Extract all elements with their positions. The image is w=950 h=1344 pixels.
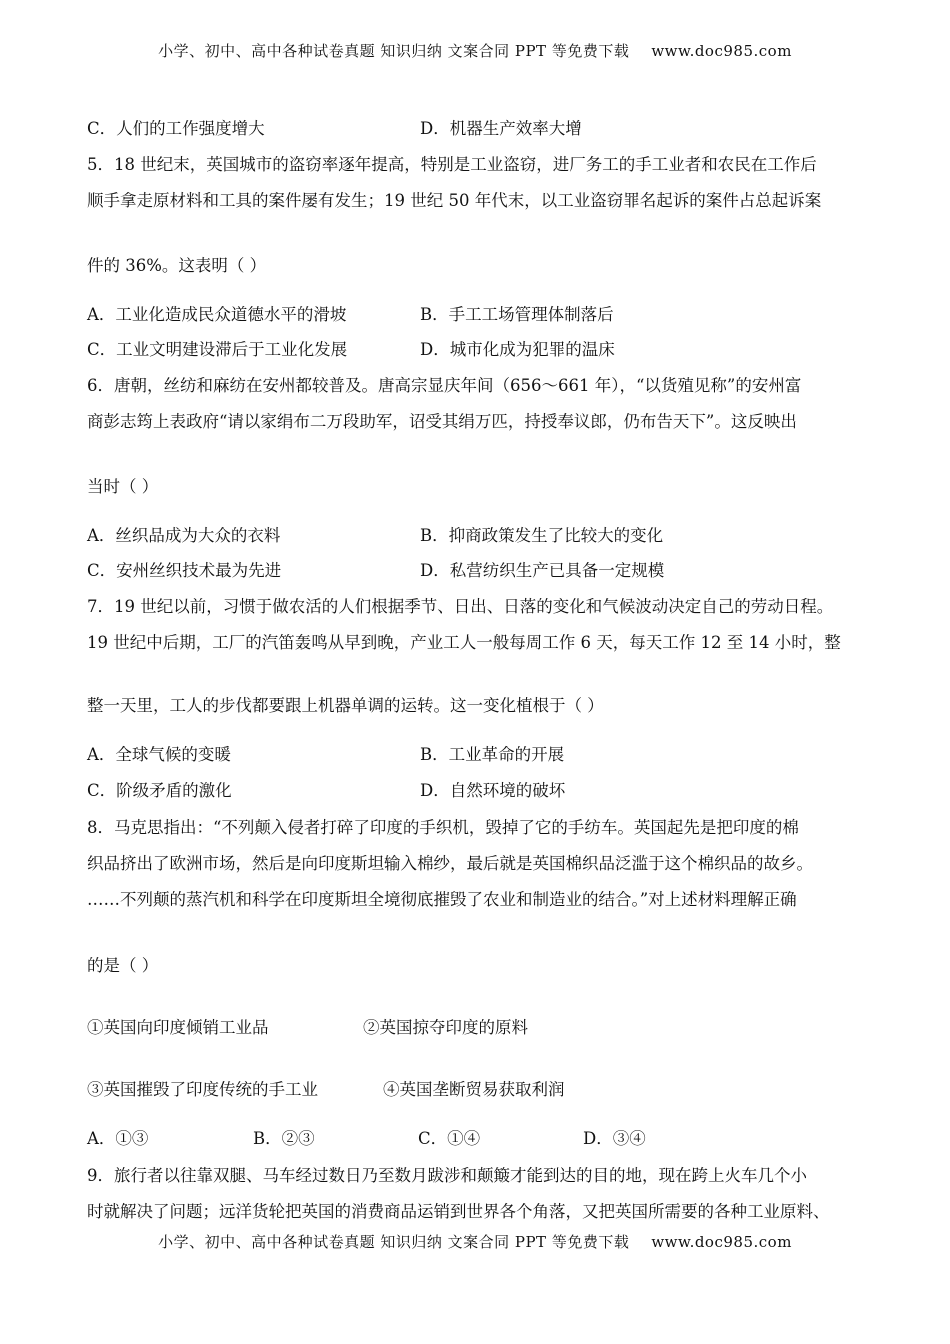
q8-option-a[interactable]: A．①③ — [87, 1129, 149, 1148]
q7-option-b[interactable]: B．工业革命的开展 — [420, 745, 565, 764]
q8-line-1: 8．马克思指出：“不列颠入侵者打碎了印度的手织机，毁掉了它的手纺车。英国起先是把印度的棉 — [87, 818, 799, 837]
q7-option-c[interactable]: C．阶级矛盾的激化 — [87, 781, 232, 800]
q6-line-3: 当时（ ） — [87, 477, 159, 496]
q7-option-d[interactable]: D．自然环境的破坏 — [420, 781, 566, 800]
q6-line-1: 6．唐朝，丝纺和麻纺在安州都较普及。唐高宗显庆年间（656～661 年），“以货殖见称”的安州富 — [87, 376, 802, 395]
q5-line-1: 5．18 世纪末，英国城市的盗窃率逐年提高，特别是工业盗窃，进厂务工的手工业者和农民在工作后 — [87, 155, 817, 174]
footer-site: www.doc985.com — [651, 1233, 792, 1251]
q5-line-3: 件的 36%。这表明（ ） — [87, 256, 267, 275]
q8-option-c[interactable]: C．①④ — [418, 1129, 481, 1148]
q7-line-1: 7．19 世纪以前，习惯于做农活的人们根据季节、日出、日落的变化和气候波动决定自己的劳动日程。 — [87, 597, 834, 616]
q8-statement-4: ④英国垄断贸易获取利润 — [383, 1080, 565, 1099]
q8-line-4: 的是（ ） — [87, 956, 159, 975]
q8-statement-1: ①英国向印度倾销工业品 — [87, 1018, 269, 1037]
q5-option-c[interactable]: C．工业文明建设滞后于工业化发展 — [87, 340, 348, 359]
q5-line-2: 顺手拿走原材料和工具的案件屡有发生；19 世纪 50 年代末，以工业盗窃罪名起诉的案件占总起诉案 — [87, 191, 822, 210]
q7-line-3: 整一天里，工人的步伐都要跟上机器单调的运转。这一变化植根于（ ） — [87, 696, 604, 715]
q8-line-3: ……不列颠的蒸汽机和科学在印度斯坦全境彻底摧毁了农业和制造业的结合。”对上述材料理解正确 — [87, 890, 797, 909]
q6-line-2: 商彭志筠上表政府“请以家绢布二万段助军，诏受其绢万匹，持授奉议郎，仍布告天下”。这反映出 — [87, 412, 797, 431]
q5-option-a[interactable]: A．工业化造成民众道德水平的滑坡 — [87, 305, 347, 324]
q9-line-1: 9．旅行者以往靠双腿、马车经过数日乃至数月跋涉和颠簸才能到达的目的地，现在跨上火车几个小 — [87, 1166, 807, 1185]
q8-option-b[interactable]: B．②③ — [253, 1129, 315, 1148]
q6-option-a[interactable]: A．丝织品成为大众的衣料 — [87, 526, 281, 545]
q6-option-c[interactable]: C．安州丝织技术最为先进 — [87, 561, 282, 580]
q8-statement-2: ②英国掠夺印度的原料 — [363, 1018, 528, 1037]
q6-option-d[interactable]: D．私营纺织生产已具备一定规模 — [420, 561, 665, 580]
q4-option-d[interactable]: D．机器生产效率大增 — [420, 119, 582, 138]
header-site: www.doc985.com — [651, 42, 792, 60]
q7-option-a[interactable]: A．全球气候的变暖 — [87, 745, 231, 764]
page-footer — [0, 1231, 950, 1252]
q5-option-d[interactable]: D．城市化成为犯罪的温床 — [420, 340, 615, 359]
q9-line-2: 时就解决了问题；远洋货轮把英国的消费商品运销到世界各个角落，又把英国所需要的各种工业原料、 — [87, 1202, 830, 1221]
q4-option-c[interactable]: C．人们的工作强度增大 — [87, 119, 265, 138]
q7-line-2: 19 世纪中后期，工厂的汽笛轰鸣从早到晚，产业工人一般每周工作 6 天，每天工作 12 至 14 小时，整 — [87, 633, 841, 652]
header-text: 小学、初中、高中各种试卷真题 知识归纳 文案合同 PPT 等免费下载 — [158, 42, 630, 60]
q6-option-b[interactable]: B．抑商政策发生了比较大的变化 — [420, 526, 664, 545]
q8-statement-3: ③英国摧毁了印度传统的手工业 — [87, 1080, 318, 1099]
q8-line-2: 织品挤出了欧洲市场，然后是向印度斯坦输入棉纱，最后就是英国棉织品泛滥于这个棉织品的故乡。 — [87, 854, 813, 873]
page-header — [0, 40, 950, 61]
footer-text: 小学、初中、高中各种试卷真题 知识归纳 文案合同 PPT 等免费下载 — [158, 1233, 630, 1251]
q8-option-d[interactable]: D．③④ — [583, 1129, 646, 1148]
q5-option-b[interactable]: B．手工工场管理体制落后 — [420, 305, 614, 324]
